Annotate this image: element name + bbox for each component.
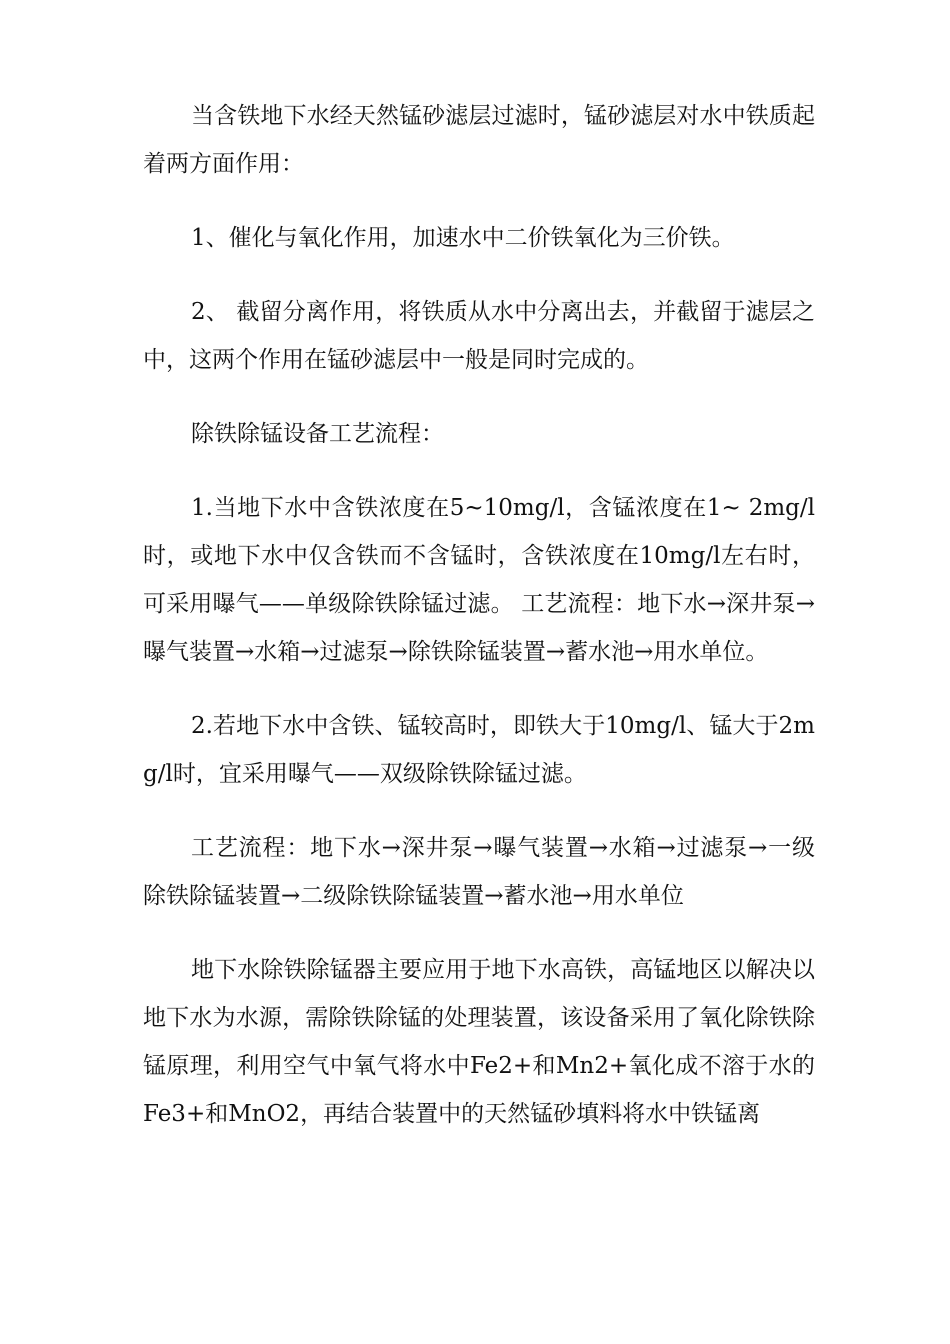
paragraph-double-stage-condition: 2.若地下水中含铁、锰较高时，即铁大于10mg/l、锰大于2mg/l时，宜采用曝气——双级除铁除锰过滤。 — [143, 713, 815, 787]
paragraph-single-stage-process: 1.当地下水中含铁浓度在5~10mg/l，含锰浓度在1~ 2mg/l时，或地下水中仅含铁而不含锰时，含铁浓度在10mg/l左右时，可采用曝气——单级除铁除锰过滤。 工艺流程：地下水→深井泵→曝气装置→水箱→过滤泵→除铁除锰装置→蓄水池→用水单位。 — [143, 495, 815, 665]
paragraph-double-stage-process: 工艺流程：地下水→深井泵→曝气装置→水箱→过滤泵→一级除铁除锰装置→二级除铁除锰装置→蓄水池→用水单位 — [143, 835, 815, 909]
paragraph-process-heading: 除铁除锰设备工艺流程： — [191, 421, 444, 447]
document-body — [143, 92, 815, 1164]
paragraph-retention-separation: 2、 截留分离作用，将铁质从水中分离出去，并截留于滤层之中，这两个作用在锰砂滤层中一般是同时完成的。 — [143, 299, 815, 373]
paragraph-filter-action-intro: 当含铁地下水经天然锰砂滤层过滤时，锰砂滤层对水中铁质起着两方面作用： — [143, 103, 815, 177]
paragraph-catalysis-oxidation: 1、催化与氧化作用，加速水中二价铁氧化为三价铁。 — [191, 225, 735, 251]
paragraph-device-description: 地下水除铁除锰器主要应用于地下水高铁，高锰地区以解决以地下水为水源，需除铁除锰的处理装置，该设备采用了氧化除铁除锰原理，利用空气中氧气将水中Fe2+和Mn2+氧化成不溶于水的Fe3+和MnO2，再结合装置中的天然锰砂填料将水中铁锰离 — [143, 957, 815, 1127]
